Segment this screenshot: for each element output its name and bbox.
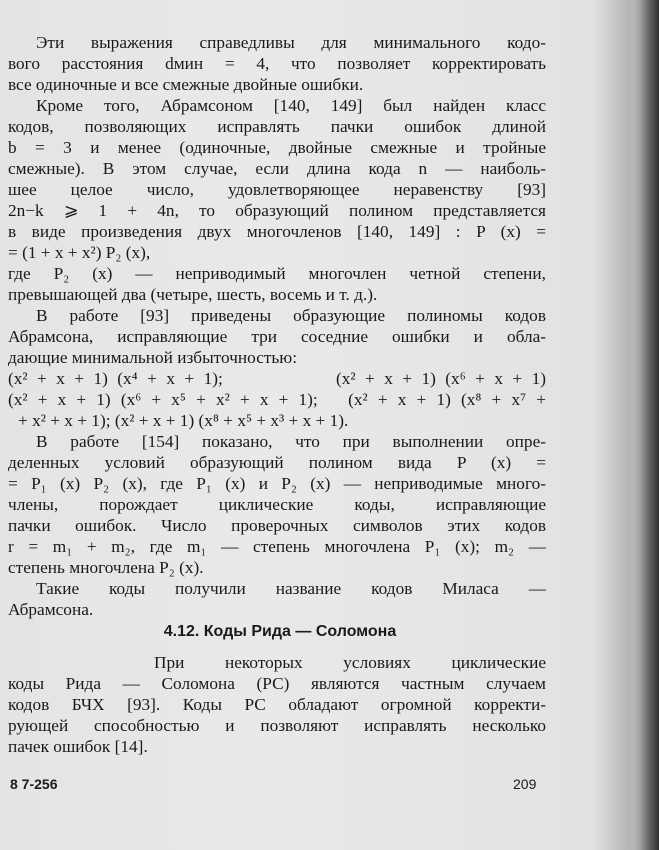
text-line: коды Рида — Соломона (РС) являются частным случаем	[8, 674, 546, 693]
text-line: Абрамсона, исправляющие три соседние ошибки и обла-	[8, 327, 546, 346]
text-line: b = 3 и менее (одиночные, двойные смежные и тройные	[8, 138, 546, 157]
text-column-lower	[8, 652, 546, 757]
paragraph	[8, 305, 546, 368]
text-line: Эти выражения справедливы для минимального кодо-	[36, 33, 546, 52]
text-line: вого расстояния dмин = 4, что позволяет корректировать	[8, 54, 546, 73]
text-line: пачки ошибок. Число проверочных символов этих кодов	[8, 516, 546, 535]
text-line: = P₁ (x) P₂ (x), где P₁ (x) и P₂ (x) — неприводимые много-	[8, 474, 546, 493]
text-line: в виде произведения двух многочленов [140, 149] : P (x) =	[8, 222, 546, 241]
formula-line: (x² + x + 1) (x⁶ + x⁵ + x² + x + 1); (x² + x + 1) (x⁸ + x⁷ +	[8, 390, 546, 409]
page-fold-shadow	[629, 0, 659, 850]
text-line: Такие коды получили название кодов Миласа —	[36, 579, 546, 598]
text-line: превышающей два (четыре, шесть, восемь и т. д.).	[8, 285, 378, 304]
formula-line: (x² + x + 1) (x⁴ + x + 1); (x² + x + 1) (x⁶ + x + 1)	[8, 369, 546, 388]
text-line: рующей способностью и позволяют исправлять несколько	[8, 716, 546, 735]
text-line: дающие минимальной избыточностью:	[8, 348, 298, 367]
formula-line: = (1 + x + x²) P₂ (x),	[8, 243, 151, 262]
text-line: смежные). В этом случае, если длина кода n — наиболь-	[8, 159, 546, 178]
text-line: пачек ошибок [14].	[8, 737, 148, 756]
text-line: деленных условий образующий полином вида P (x) =	[8, 453, 546, 472]
paragraph	[8, 652, 546, 757]
paragraph	[8, 431, 546, 578]
text-line: степень многочлена P₂ (x).	[8, 558, 204, 577]
text-line: все одиночные и все смежные двойные ошибки.	[8, 75, 364, 94]
text-column	[8, 32, 546, 620]
text-line: Кроме того, Абрамсоном [140, 149] был найден класс	[36, 96, 546, 115]
page-number: 209	[513, 776, 537, 792]
text-line: В работе [93] приведены образующие полиномы кодов	[36, 306, 546, 325]
paragraph	[8, 32, 546, 95]
paragraph	[8, 578, 546, 620]
text-line: 2n−k ⩾ 1 + 4n, то образующий полином представляется	[8, 201, 546, 220]
text-line: члены, порождает циклические коды, исправляющие	[8, 495, 546, 514]
text-line: где P₂ (x) — неприводимый многочлен четной степени,	[8, 264, 546, 283]
printer-signature: 8 7-256	[10, 776, 58, 792]
section-heading: 4.12. Коды Рида — Соломона	[163, 623, 397, 640]
text-line: В работе [154] показано, что при выполнении опре-	[36, 432, 546, 451]
text-line: Абрамсона.	[8, 600, 94, 619]
formula-block	[8, 368, 546, 431]
text-line: шее целое число, удовлетворяющее неравенству [93]	[8, 180, 546, 199]
formula-line: + x² + x + 1); (x² + x + 1) (x⁸ + x⁵ + x³ + x + 1).	[18, 411, 349, 430]
text-line: При некоторых условиях циклические	[154, 653, 546, 672]
paragraph	[8, 95, 546, 305]
text-line: кодов БЧХ [93]. Коды РС обладают огромной корректи-	[8, 695, 546, 714]
text-line: кодов, позволяющих исправлять пачки ошибок длиной	[8, 117, 546, 136]
text-line: r = m₁ + m₂, где m₁ — степень многочлена P₁ (x); m₂ —	[8, 537, 546, 556]
